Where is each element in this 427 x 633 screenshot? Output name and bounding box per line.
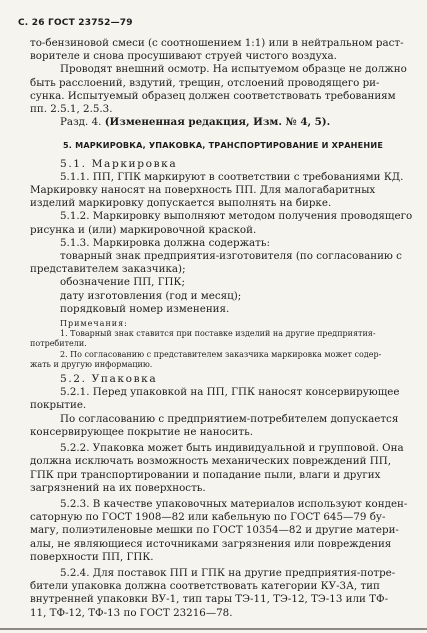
text-line: рисунка и (или) маркировочной краской.: [30, 223, 257, 236]
subsection-heading-marking: 5.1. Маркировка: [60, 157, 178, 170]
note-line: жать и другую информацию.: [30, 359, 153, 369]
amendment-note: [30, 116, 416, 129]
text-line: 5.1.1. ПП, ГПК маркируют в соответствии с требованиями КД.: [60, 170, 404, 183]
text-line: дату изготовления (год и месяц);: [60, 289, 242, 302]
text-line: алы, не являющиеся источниками загрязнения или повреждения: [30, 537, 392, 550]
text-line: 11, ТФ-12, ТФ-13 по ГОСТ 23216—78.: [30, 606, 233, 619]
notes-label: Примечания:: [60, 319, 128, 329]
text-line: изделий маркировку допускается выполнять на бирке.: [30, 197, 332, 210]
subsection-heading-packing: 5.2. Упаковка: [60, 373, 158, 386]
text-line: сунка. Испытуемый образец должен соответствовать требованиям: [30, 89, 396, 102]
scan-bottom-edge: [0, 628, 427, 630]
text-line: то-бензиновой смеси (с соотношением 1:1) или в нейтральном раст-: [30, 37, 404, 49]
text-line: 5.2.2. Упаковка может быть индивидуальной и групповой. Она: [60, 442, 404, 455]
note-line: 2. По согласованию с представителем заказчика маркировка может содер-: [60, 349, 382, 359]
text-line: 5.2.1. Перед упаковкой на ПП, ГПК наносят консервирующее: [60, 386, 400, 399]
text-line: 5.1.2. Маркировку выполняют методом получения проводящего: [60, 210, 413, 223]
notes-block: [30, 319, 416, 370]
text-line: магу, полиэтиленовые мешки по ГОСТ 10354—82 и другие матери-: [30, 524, 399, 537]
text-line: Маркировку наносят на поверхность ПП. Для малогабаритных: [30, 184, 376, 197]
text-line: 5.2.3. В качестве упаковочных материалов используют конден-: [60, 497, 408, 510]
section-heading: 5. МАРКИРОВКА, УПАКОВКА, ТРАНСПОРТИРОВАНИЕ И ХРАНЕНИЕ: [62, 140, 384, 151]
text-line: поверхности ПП, ГПК.: [30, 550, 154, 563]
text-line: должна исключать возможность механических повреждений ПП,: [30, 455, 391, 468]
text-line: 5.1.3. Маркировка должна содержать:: [60, 236, 270, 249]
text-line: ГПК при транспортировании и попадание пыли, влаги и других: [30, 468, 381, 481]
text-line: быть расслоений, вздутий, трещин, отслоений проводящего ри-: [30, 76, 380, 89]
text-line: 5.2.4. Для поставок ПП и ГПК на другие предприятия-потре-: [60, 566, 396, 579]
text-line: Проводят внешний осмотр. На испытуемом образце не должно: [60, 63, 407, 76]
document-body: [30, 37, 416, 620]
text-line: саторную по ГОСТ 1908—82 или кабельную по ГОСТ 645—79 бу-: [30, 511, 386, 524]
text-line: покрытие.: [30, 399, 87, 412]
text-line: представителем заказчика);: [30, 263, 186, 276]
text-line: внутренней упаковки ВУ-1, тип тары ТЭ-11, ТЭ-12, ТЭ-13 или ТФ-: [30, 593, 389, 606]
text-line: пп. 2.5.1, 2.5.3.: [30, 103, 113, 116]
text-line: порядковый номер изменения.: [60, 302, 230, 315]
amendment-text: (Измененная редакция, Изм. № 4, 5).: [104, 116, 331, 129]
text-line: товарный знак предприятия-изготовителя (по согласованию с: [60, 250, 402, 263]
note-line: потребители.: [30, 339, 87, 349]
text-line: консервирующее покрытие не наносить.: [30, 425, 253, 438]
text-line: ворителе и снова просушивают струей чистого воздуха.: [30, 50, 337, 63]
amendment-label: Разд. 4.: [60, 116, 102, 129]
note-line: 1. Товарный знак ставится при поставке изделий на другие предприятия-: [60, 329, 376, 339]
text-line: загрязнений на их поверхность.: [30, 481, 206, 494]
text-line: бители упаковка должна соответствовать категории КУ-3А, тип: [30, 580, 380, 593]
text-line: обозначение ПП, ГПК;: [60, 276, 185, 289]
page-header: С. 26 ГОСТ 23752—79: [18, 18, 133, 28]
text-line: По согласованию с предприятием-потребителем допускается: [60, 412, 399, 425]
